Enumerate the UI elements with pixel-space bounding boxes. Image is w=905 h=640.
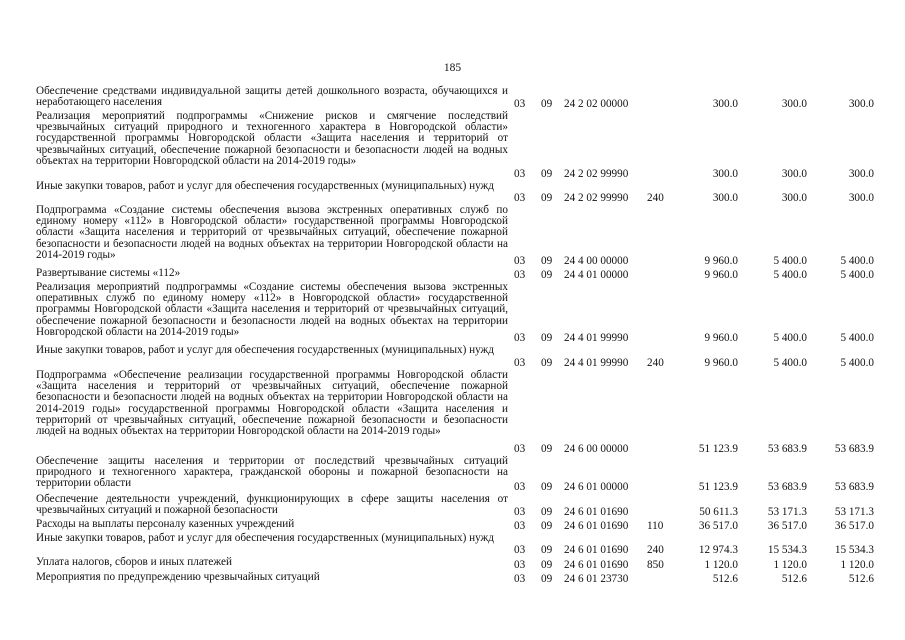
amount-year-3: 5 400.0 (840, 357, 874, 369)
amount-year-1: 50 611.3 (699, 506, 738, 518)
target-article-code: 24 6 00 00000 (564, 443, 629, 455)
amount-year-2: 512.6 (781, 573, 807, 585)
amount-year-3: 512.6 (848, 573, 874, 585)
table-row (0, 181, 905, 205)
target-article-code: 24 6 01 01690 (564, 544, 629, 556)
target-article-code: 24 6 01 01690 (564, 520, 629, 532)
target-article-code: 24 4 01 99990 (564, 357, 629, 369)
target-article-code: 24 2 02 00000 (564, 98, 629, 110)
amount-year-3: 5 400.0 (840, 332, 874, 344)
table-row (0, 345, 905, 370)
amount-year-1: 300.0 (712, 98, 738, 110)
section-code: 03 (514, 168, 526, 180)
amount-year-3: 5 400.0 (840, 269, 874, 281)
section-code: 03 (514, 520, 526, 532)
amount-year-2: 5 400.0 (773, 269, 807, 281)
amount-year-2: 1 120.0 (773, 559, 807, 571)
amount-year-3: 53 683.9 (834, 443, 874, 455)
target-article-code: 24 4 01 99990 (564, 332, 629, 344)
amount-year-1: 9 960.0 (704, 332, 738, 344)
row-description: Подпрограмма «Создание системы обеспечения вызова экстренных оперативных служб по единому номеру «112» в Новгородской области» государственной программы Новгородской области «Защита населения и территорий от чрезвычайных ситуаций, обеспечение пожарной безопасности и безопасности людей на водных объектах на территории Новгородской области на 2014-2019 годы» (36, 204, 508, 261)
table-row (0, 519, 905, 533)
subsection-code: 09 (541, 98, 553, 110)
target-article-code: 24 6 01 01690 (564, 506, 629, 518)
expense-type-code: 240 (647, 544, 664, 556)
target-article-code: 24 2 02 99990 (564, 168, 629, 180)
table-row (0, 268, 905, 282)
amount-year-2: 53 171.3 (767, 506, 807, 518)
row-description: Мероприятия по предупреждению чрезвычайных ситуаций (36, 571, 320, 583)
amount-year-1: 12 974.3 (698, 544, 738, 556)
subsection-code: 09 (541, 481, 553, 493)
subsection-code: 09 (541, 573, 553, 585)
section-code: 03 (514, 559, 526, 571)
row-description: Реализация мероприятий подпрограммы «Создание системы обеспечения вызова экстренных оперативных служб по единому номеру «112» в Новгородской области» государственной программы Новгородской области «Защита населения и территорий от чрезвычайных ситуаций, обеспечение пожарной безопасности и безопасности людей на водных объектах на территории Новгородской области на 2014-2019 годы» (36, 281, 508, 338)
amount-year-3: 5 400.0 (840, 255, 874, 267)
subsection-code: 09 (541, 269, 553, 281)
amount-year-2: 53 683.9 (767, 481, 807, 493)
row-description: Иные закупки товаров, работ и услуг для обеспечения государственных (муниципальных) нужд (36, 180, 494, 192)
amount-year-1: 51 123.9 (698, 443, 738, 455)
row-description: Реализация мероприятий подпрограммы «Снижение рисков и смягчение последствий чрезвычайных ситуаций природного и техногенного характера в Новгородской области» государственной программы Новгородской области «Защита населения и территорий от чрезвычайных ситуаций, обеспечение пожарной безопасности и безопасности людей на водных объектах на территории Новгородской области на 2014-2019 годы» (36, 110, 508, 167)
amount-year-2: 300.0 (781, 98, 807, 110)
amount-year-2: 300.0 (781, 168, 807, 180)
amount-year-2: 36 517.0 (767, 520, 807, 532)
section-code: 03 (514, 573, 526, 585)
row-description: Обеспечение защиты населения и территории от последствий чрезвычайных ситуаций природного и техногенного характера, гражданской обороны и пожарной безопасности на территории области (36, 455, 508, 490)
target-article-code: 24 4 00 00000 (564, 255, 629, 267)
amount-year-2: 5 400.0 (773, 332, 807, 344)
subsection-code: 09 (541, 443, 553, 455)
amount-year-3: 300.0 (848, 168, 874, 180)
expense-type-code: 240 (647, 192, 664, 204)
section-code: 03 (514, 357, 526, 369)
table-row (0, 370, 905, 456)
section-code: 03 (514, 269, 526, 281)
row-description: Подпрограмма «Обеспечение реализации государственной программы Новгородской области «Защита населения и территорий от чрезвычайных ситуаций, обеспечение пожарной безопасности и безопасности людей на водных объектах на территории Новгородской области на 2014-2019 годы» государственной программы Новгородской области «Защита населения и территорий от чрезвычайных ситуаций, обеспечение пожарной безопасности и безопасности людей на водных объектах на территории Новгородской области на 2014-2019 годы» (36, 369, 508, 438)
table-row (0, 557, 905, 572)
subsection-code: 09 (541, 559, 553, 571)
subsection-code: 09 (541, 255, 553, 267)
row-description: Расходы на выплаты персоналу казенных учреждений (36, 518, 295, 530)
amount-year-1: 9 960.0 (704, 255, 738, 267)
table-row (0, 572, 905, 586)
subsection-code: 09 (541, 192, 553, 204)
row-description: Развертывание системы «112» (36, 267, 181, 279)
row-description: Обеспечение средствами индивидуальной защиты детей дошкольного возраста, обучающихся и неработающего населения (36, 85, 508, 109)
amount-year-3: 15 534.3 (834, 544, 874, 556)
page-number: 185 (443, 62, 462, 74)
amount-year-1: 300.0 (712, 192, 738, 204)
target-article-code: 24 6 01 23730 (564, 573, 629, 585)
table-row (0, 494, 905, 519)
amount-year-2: 53 683.9 (767, 443, 807, 455)
amount-year-2: 15 534.3 (767, 544, 807, 556)
subsection-code: 09 (541, 168, 553, 180)
table-row (0, 456, 905, 494)
row-description: Иные закупки товаров, работ и услуг для обеспечения государственных (муниципальных) нужд (36, 532, 494, 544)
section-code: 03 (514, 481, 526, 493)
amount-year-3: 1 120.0 (840, 559, 874, 571)
amount-year-3: 300.0 (848, 98, 874, 110)
section-code: 03 (514, 544, 526, 556)
expense-type-code: 240 (647, 357, 664, 369)
budget-table (0, 86, 905, 586)
amount-year-3: 36 517.0 (834, 520, 874, 532)
target-article-code: 24 6 01 01690 (564, 559, 629, 571)
target-article-code: 24 6 01 00000 (564, 481, 629, 493)
amount-year-1: 512.6 (712, 573, 738, 585)
subsection-code: 09 (541, 506, 553, 518)
table-row (0, 282, 905, 345)
section-code: 03 (514, 506, 526, 518)
subsection-code: 09 (541, 357, 553, 369)
amount-year-3: 53 171.3 (834, 506, 874, 518)
amount-year-1: 51 123.9 (698, 481, 738, 493)
table-row (0, 86, 905, 111)
subsection-code: 09 (541, 544, 553, 556)
amount-year-1: 9 960.0 (704, 357, 738, 369)
row-description: Иные закупки товаров, работ и услуг для обеспечения государственных (муниципальных) нужд (36, 344, 494, 356)
subsection-code: 09 (541, 520, 553, 532)
target-article-code: 24 2 02 99990 (564, 192, 629, 204)
table-row (0, 533, 905, 557)
subsection-code: 09 (541, 332, 553, 344)
amount-year-2: 5 400.0 (773, 357, 807, 369)
section-code: 03 (514, 443, 526, 455)
target-article-code: 24 4 01 00000 (564, 269, 629, 281)
amount-year-1: 1 120.0 (704, 559, 738, 571)
amount-year-1: 300.0 (712, 168, 738, 180)
expense-type-code: 110 (647, 520, 664, 532)
section-code: 03 (514, 332, 526, 344)
amount-year-1: 36 517.0 (698, 520, 738, 532)
table-row (0, 205, 905, 268)
section-code: 03 (514, 98, 526, 110)
amount-year-3: 53 683.9 (834, 481, 874, 493)
expense-type-code: 850 (647, 559, 664, 571)
table-row (0, 111, 905, 181)
section-code: 03 (514, 255, 526, 267)
amount-year-2: 5 400.0 (773, 255, 807, 267)
row-description: Обеспечение деятельности учреждений, функционирующих в сфере защиты населения от чрезвычайных ситуаций и пожарной безопасности (36, 493, 508, 517)
amount-year-3: 300.0 (848, 192, 874, 204)
row-description: Уплата налогов, сборов и иных платежей (36, 556, 232, 568)
amount-year-2: 300.0 (781, 192, 807, 204)
section-code: 03 (514, 192, 526, 204)
amount-year-1: 9 960.0 (704, 269, 738, 281)
